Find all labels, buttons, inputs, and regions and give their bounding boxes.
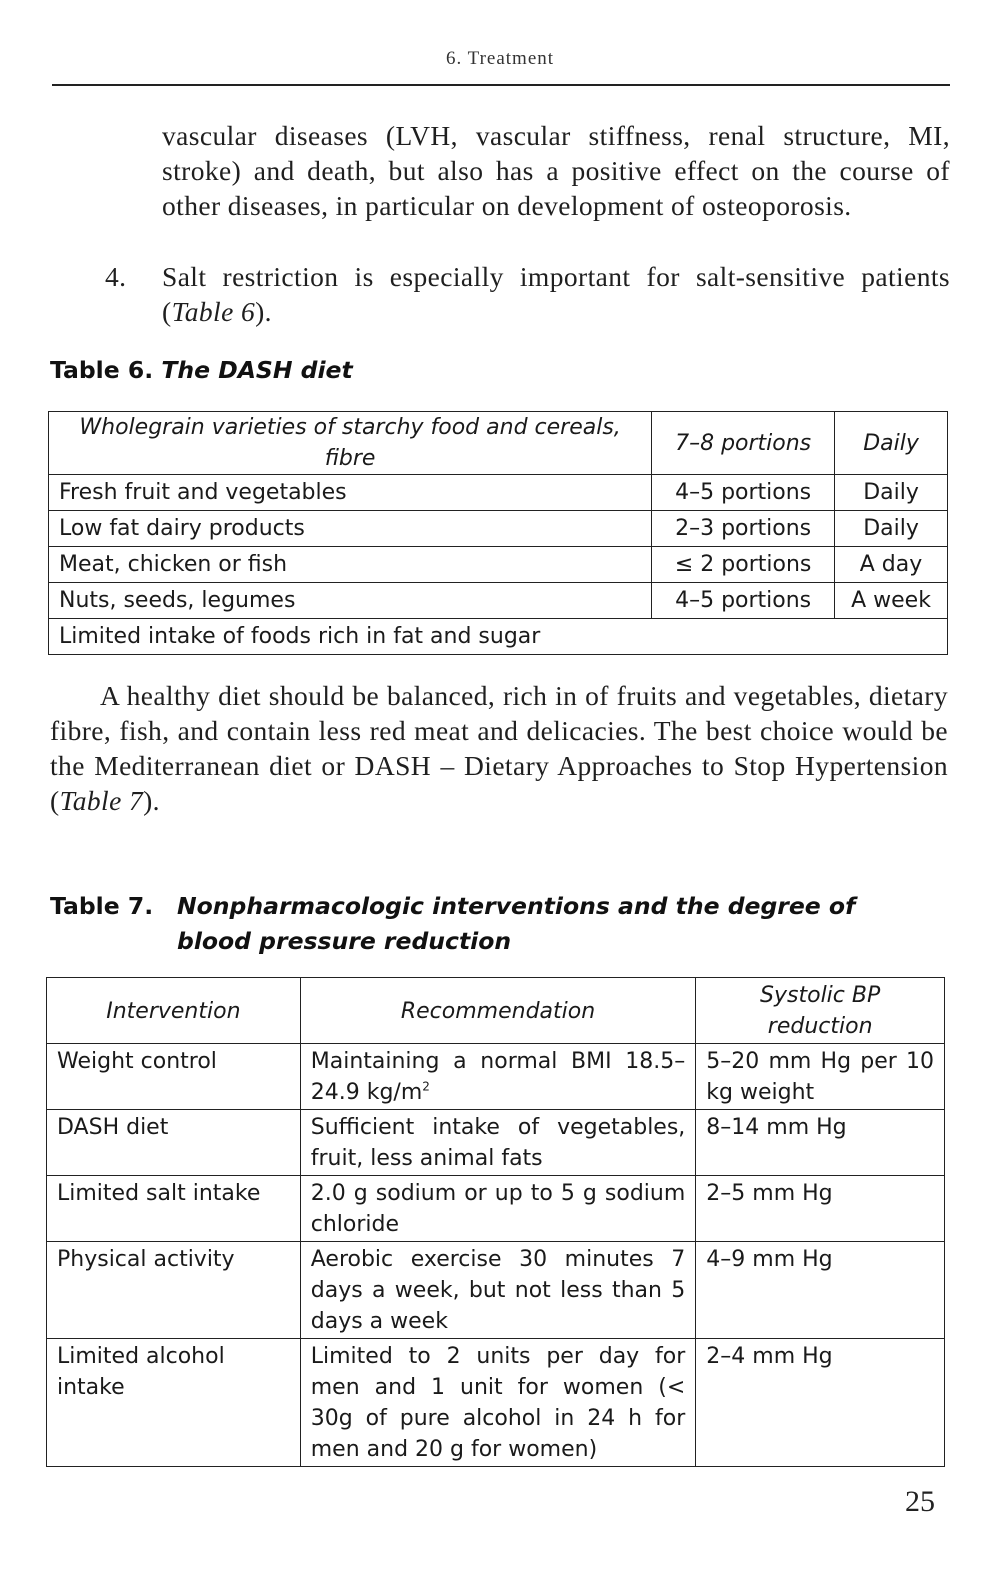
table-row [49,475,948,511]
table-6-caption [50,356,353,384]
intervention-cell: Physical activity [47,1242,301,1339]
table-row [47,1044,945,1110]
header-recommendation: Recommendation [300,978,696,1044]
header-rule [52,84,950,86]
food-cell: Fresh fruit and vegetables [49,475,652,511]
table-6-header-portion: 7–8 portions [652,412,835,475]
frequency-cell: Daily [835,475,948,511]
footer-cell: Limited intake of foods rich in fat and sugar [49,619,948,655]
food-cell: Low fat dairy products [49,511,652,547]
intervention-cell: Limited salt intake [47,1176,301,1242]
recommendation-cell: Sufficient intake of vegetables, fruit, less animal fats [300,1110,696,1176]
recommendation-cell: Limited to 2 units per day for men and 1 unit for women (< 30g of pure alcohol in 24 h for men and 20 g for women) [300,1339,696,1467]
page-number: 25 [905,1485,935,1518]
superscript: 2 [422,1079,430,1094]
table-row [49,583,948,619]
paragraph-continued: vascular diseases (LVH, vascular stiffness, renal structure, MI, stroke) and death, but also has a positive effect on the course of other diseases, in particular on development of osteoporosis. [162,120,950,221]
frequency-cell: A day [835,547,948,583]
table-row [47,1339,945,1467]
portion-cell: ≤ 2 portions [652,547,835,583]
list-number: 4. [105,261,127,292]
table-row [47,1242,945,1339]
frequency-cell: Daily [835,511,948,547]
table-row [47,1110,945,1176]
frequency-cell: A week [835,583,948,619]
table-7-title: Nonpharmacologic interventions and the degree of blood pressure reduction [177,892,856,955]
table-6-header-row [49,412,948,475]
list-text [162,259,950,329]
table-7 [46,977,945,1467]
table-6-reference: Table 6 [171,296,256,327]
portion-cell: 2–3 portions [652,511,835,547]
table-6-header-food: Wholegrain varieties of starchy food and cereals, fibre [49,412,652,475]
running-head: 6. Treatment [445,48,555,69]
table-7-header-row [47,978,945,1044]
table-6-label: Table 6. [50,356,154,384]
table-7-label: Table 7. [50,892,154,920]
list-text-before: Salt restriction is especially important for salt-sensitive patients ( [162,261,950,327]
table-6-header-frequency: Daily [835,412,948,475]
food-cell: Nuts, seeds, legumes [49,583,652,619]
table-row [49,547,948,583]
table-6 [48,411,948,655]
list-text-after: ). [255,296,272,327]
recommendation-cell [300,1044,696,1110]
intervention-cell: Limited alcohol intake [47,1339,301,1467]
reduction-cell: 5–20 mm Hg per 10 kg weight [696,1044,945,1110]
reduction-cell: 4–9 mm Hg [696,1242,945,1339]
table-6-title: The DASH diet [161,356,353,384]
table-7-reference: Table 7 [59,785,144,816]
portion-cell: 4–5 portions [652,583,835,619]
reduction-cell: 2–4 mm Hg [696,1339,945,1467]
table-row [49,511,948,547]
header-intervention: Intervention [47,978,301,1044]
portion-cell: 4–5 portions [652,475,835,511]
table-row [47,1176,945,1242]
reduction-cell: 8–14 mm Hg [696,1110,945,1176]
recommendation-cell: 2.0 g sodium or up to 5 g sodium chloride [300,1176,696,1242]
header-reduction: Systolic BP reduction [696,978,945,1044]
food-cell: Meat, chicken or fish [49,547,652,583]
recommendation-cell: Aerobic exercise 30 minutes 7 days a week, but not less than 5 days a week [300,1242,696,1339]
paragraph-2-text: A healthy diet should be balanced, rich in of fruits and vegetables, dietary fibre, fish, and contain less red meat and delicacies. The best choice would be the Mediterranean diet or DASH – Dietary Approaches to Stop Hypertension ( [50,680,948,816]
table-6-footer-row [49,619,948,655]
paragraph-2 [50,678,948,818]
reduction-cell: 2–5 mm Hg [696,1176,945,1242]
table-7-caption [50,889,856,955]
recommendation-text: Maintaining a normal BMI 18.5–24.9 kg/m [310,1049,686,1105]
intervention-cell: DASH diet [47,1110,301,1176]
paragraph-2-end: ). [143,785,160,816]
intervention-cell: Weight control [47,1044,301,1110]
